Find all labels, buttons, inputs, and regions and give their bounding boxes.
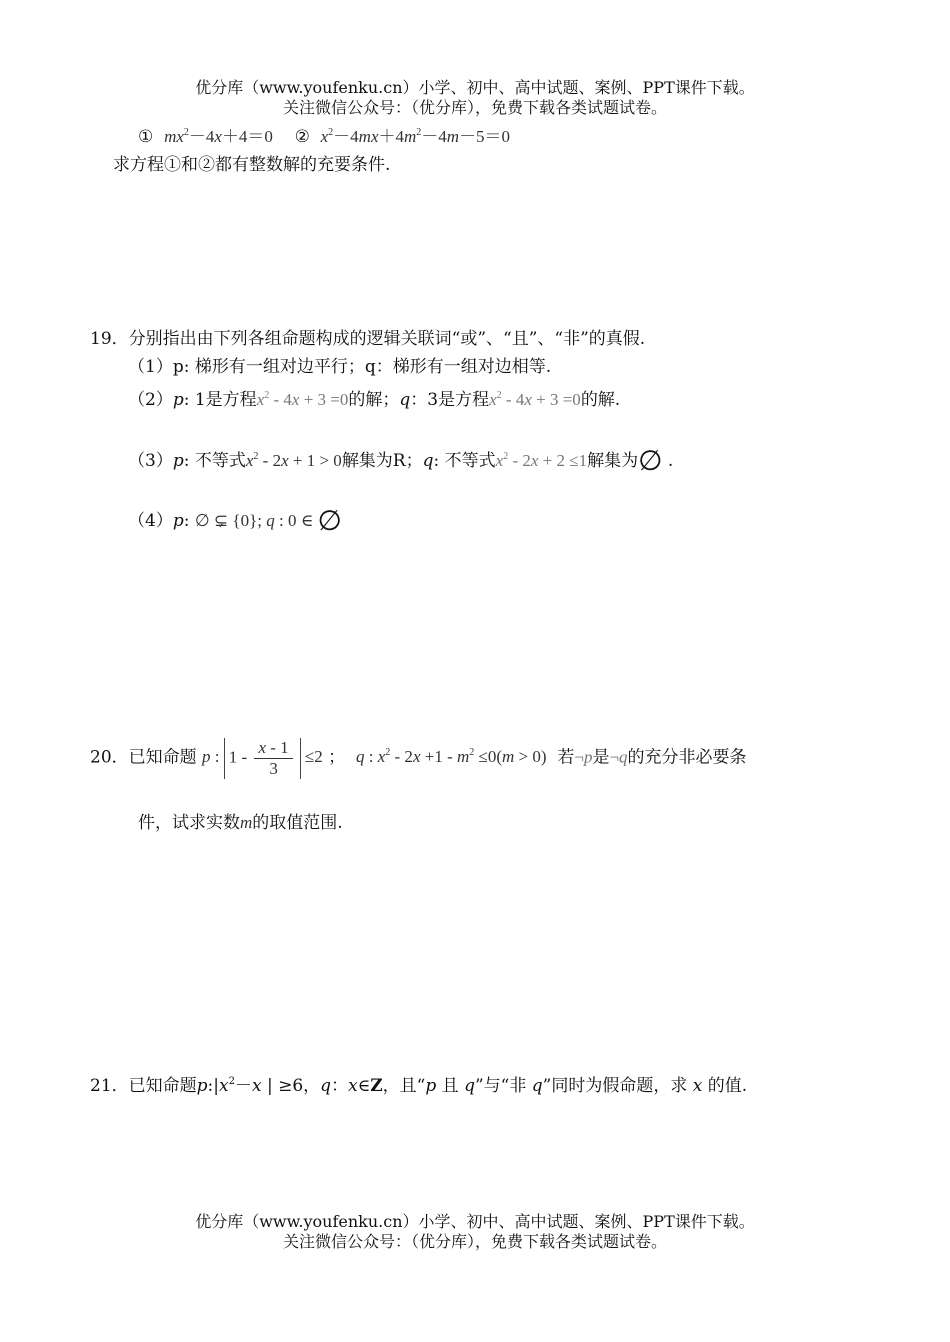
q18-equations: ① $mx^2-4x+4=0$ ② $x^2-4mx+4m^2-4m-5=0$ — [138, 127, 511, 147]
q21-line: 21．已知命题$p:|x^2-x$ | ≥6，q：x∈Z，且“p 且 q”与“非 q”同时为假命题，求 x 的值. — [90, 1076, 748, 1096]
q19-intro: 19．分别指出由下列各组命题构成的逻辑关联词“或”、“且”、“非”的真假. — [90, 329, 646, 349]
q19-item1: （1）p: 梯形有一组对边平行；q：梯形有一组对边相等. — [128, 357, 552, 377]
header-line-1: 优分库（www.youfenku.cn）小学、初中、高中试题、案例、PPT课件下载。 — [195, 78, 755, 97]
empty-set-symbol: ∅ — [638, 444, 663, 477]
header-line-2: 关注微信公众号：（优分库），免费下载各类试题试卷。 — [282, 98, 667, 117]
eq2-label: ② — [294, 127, 310, 147]
eq1-label: ① — [138, 127, 154, 147]
q18-ask: 求方程①和②都有整数解的充要条件. — [113, 155, 391, 175]
empty-set-symbol: ∅ — [317, 504, 342, 537]
footer-line-1: 优分库（www.youfenku.cn）小学、初中、高中试题、案例、PPT课件下载。 — [195, 1212, 755, 1231]
footer-line-2: 关注微信公众号：（优分库），免费下载各类试题试卷。 — [282, 1232, 667, 1251]
q19-item3: （3）p: 不等式$x^2 - 2x + 1 > 0$解集为R；q: 不等式$x^2 - 2x + 2 \le 1$解集为∅ . — [128, 444, 674, 477]
q20-line1: 20．已知命题 p : 1 - $\frac{x - 1}{3}$ ≤2 ； q : $x^2 - 2x +1 - m^2 \le 0(m > 0)$ 若¬p是¬q的充分非必要条 — [90, 738, 747, 778]
q19-item4: （4）p: ∅ ⊊ {0}; q : 0 ∈ ∅ — [128, 504, 342, 537]
q19-item2: （2）p: 1是方程$x^2 - 4x + 3 =0$的解；q：3是方程$x^2 - 4x + 3 =0$的解. — [128, 390, 621, 410]
q20-line2: 件，试求实数m的取值范围. — [138, 813, 343, 833]
